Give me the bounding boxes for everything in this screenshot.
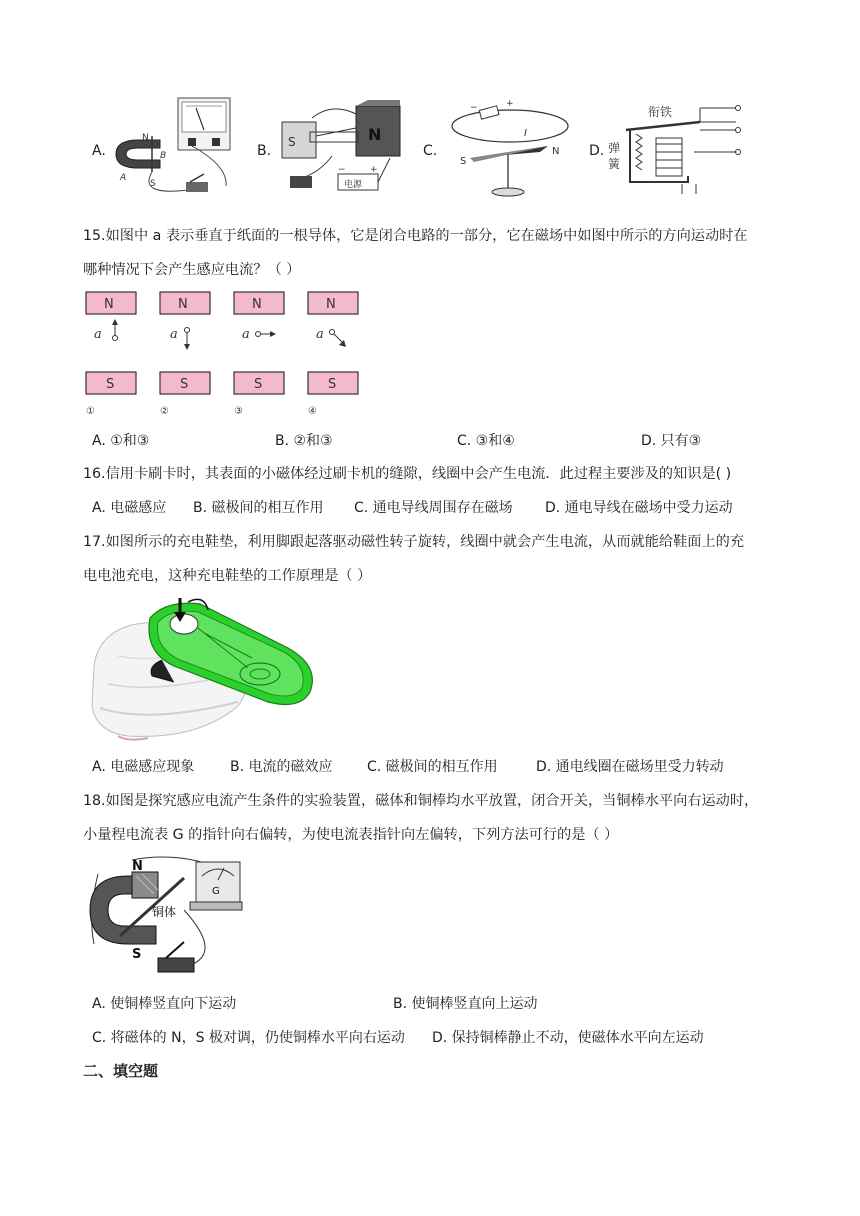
- q14-figure-b: [272, 98, 404, 200]
- q15-case-3-num: ③: [234, 406, 243, 417]
- q15-case-1-s: S: [106, 377, 115, 392]
- section2-heading: 二、填空题: [83, 1062, 159, 1080]
- q15-case-2-s: S: [180, 377, 189, 392]
- q17-option-b[interactable]: B. 电流的磁效应: [230, 759, 333, 775]
- q15-option-a[interactable]: A. ①和③: [92, 433, 150, 449]
- q15-case-4-s: S: [328, 377, 337, 392]
- q15-case-2: [160, 292, 210, 417]
- svg-text:−: −: [338, 165, 346, 175]
- q14-c-s-text: S: [460, 156, 467, 167]
- q15-case-1-n: N: [104, 297, 114, 312]
- q18-option-b[interactable]: B. 使铜棒竖直向上运动: [393, 996, 538, 1012]
- q18-s-text: S: [132, 947, 142, 962]
- q14-option-d-label: D.: [589, 143, 605, 159]
- q14-d-armature-text: 衔铁: [648, 105, 673, 119]
- q14-d-spring-text-1: 弹: [608, 141, 621, 155]
- q18-rod-text: 铜体: [152, 905, 177, 919]
- q14-c-i-text: I: [524, 128, 527, 139]
- q14-option-b-label: B.: [257, 143, 272, 159]
- q14-option-a-label: A.: [92, 143, 106, 159]
- q14-b-n-text: N: [368, 125, 382, 144]
- q15-case-1-a: a: [94, 327, 102, 342]
- q18-option-c[interactable]: C. 将磁体的 N，S 极对调，仍使铜棒水平向右运动: [92, 1030, 405, 1046]
- q14-figure-c: [440, 96, 570, 202]
- q17-insole-figure: [88, 596, 316, 742]
- q16-stem-line1: 16.信用卡刷卡时，其表面的小磁体经过刷卡机的缝隙，线圈中会产生电流．此过程主要涉及的知识是( ): [83, 466, 732, 482]
- svg-text:A: A: [120, 173, 127, 183]
- q17-option-a[interactable]: A. 电磁感应现象: [92, 759, 195, 775]
- q14-option-c-label: C.: [423, 143, 438, 159]
- q15-stem-line2: 哪种情况下会产生感应电流？（ ）: [83, 262, 301, 278]
- q15-stem-line1: 15.如图中 a 表示垂直于纸面的一根导体，它是闭合电路的一部分，它在磁场中如图中所示的方向运动时在: [83, 228, 748, 244]
- q15-option-d[interactable]: D. 只有③: [641, 433, 702, 449]
- q15-case-3: [234, 292, 284, 417]
- q17-stem-line1: 17.如图所示的充电鞋垫，利用脚跟起落驱动磁性转子旋转，线圈中就会产生电流，从而就能给鞋面上的充: [83, 534, 745, 550]
- q18-stem-line2: 小量程电流表 G 的指针向右偏转，为使电流表指针向左偏转，下列方法可行的是（ ）: [83, 827, 619, 843]
- q18-g-text: G: [212, 886, 220, 897]
- q15-case-4-num: ④: [308, 406, 317, 417]
- q14-figure-a: [108, 96, 240, 202]
- q15-case-1: [86, 292, 136, 417]
- q15-case-2-a: a: [170, 327, 178, 342]
- q14-b-s-text: S: [288, 135, 296, 149]
- q14-figure-d: [604, 100, 744, 198]
- q15-case-4: [308, 292, 358, 417]
- q14-c-n-text: N: [552, 146, 560, 157]
- q14-b-power-text: 电源: [344, 180, 363, 190]
- svg-text:+: +: [506, 99, 514, 109]
- q18-apparatus-figure: [84, 854, 244, 978]
- q16-option-d[interactable]: D. 通电导线在磁场中受力运动: [545, 500, 733, 516]
- svg-text:S: S: [150, 179, 156, 189]
- q17-stem-line2: 电电池充电，这种充电鞋垫的工作原理是（ ）: [83, 568, 372, 584]
- q15-case-1-num: ①: [86, 406, 95, 417]
- q15-case-3-n: N: [252, 297, 262, 312]
- q15-case-2-num: ②: [160, 406, 169, 417]
- svg-text:−: −: [470, 103, 478, 113]
- q16-option-a[interactable]: A. 电磁感应: [92, 500, 167, 516]
- q18-stem-line1: 18.如图是探究感应电流产生条件的实验装置，磁体和铜棒均水平放置，闭合开关，当铜棒水平向右运动时，: [83, 793, 759, 809]
- q17-option-d[interactable]: D. 通电线圈在磁场里受力转动: [536, 759, 724, 775]
- q15-case-4-a: a: [316, 327, 324, 342]
- svg-text:B: B: [160, 151, 167, 161]
- q17-option-c[interactable]: C. 磁极间的相互作用: [367, 759, 498, 775]
- q15-magnet-figure: [84, 290, 364, 418]
- q18-option-a[interactable]: A. 使铜棒竖直向下运动: [92, 996, 237, 1012]
- q14-d-spring-text-2: 簧: [608, 157, 621, 171]
- q16-option-b[interactable]: B. 磁极间的相互作用: [193, 500, 324, 516]
- q16-option-c[interactable]: C. 通电导线周围存在磁场: [354, 500, 513, 516]
- q15-case-3-a: a: [242, 327, 250, 342]
- svg-text:+: +: [370, 165, 378, 175]
- q15-case-2-n: N: [178, 297, 188, 312]
- q15-case-4-n: N: [326, 297, 336, 312]
- q15-case-3-s: S: [254, 377, 263, 392]
- svg-text:N: N: [142, 133, 149, 143]
- q15-option-b[interactable]: B. ②和③: [275, 433, 333, 449]
- q18-n-text: N: [132, 859, 143, 874]
- q18-option-d[interactable]: D. 保持铜棒静止不动，使磁体水平向左运动: [432, 1030, 704, 1046]
- q15-option-c[interactable]: C. ③和④: [457, 433, 515, 449]
